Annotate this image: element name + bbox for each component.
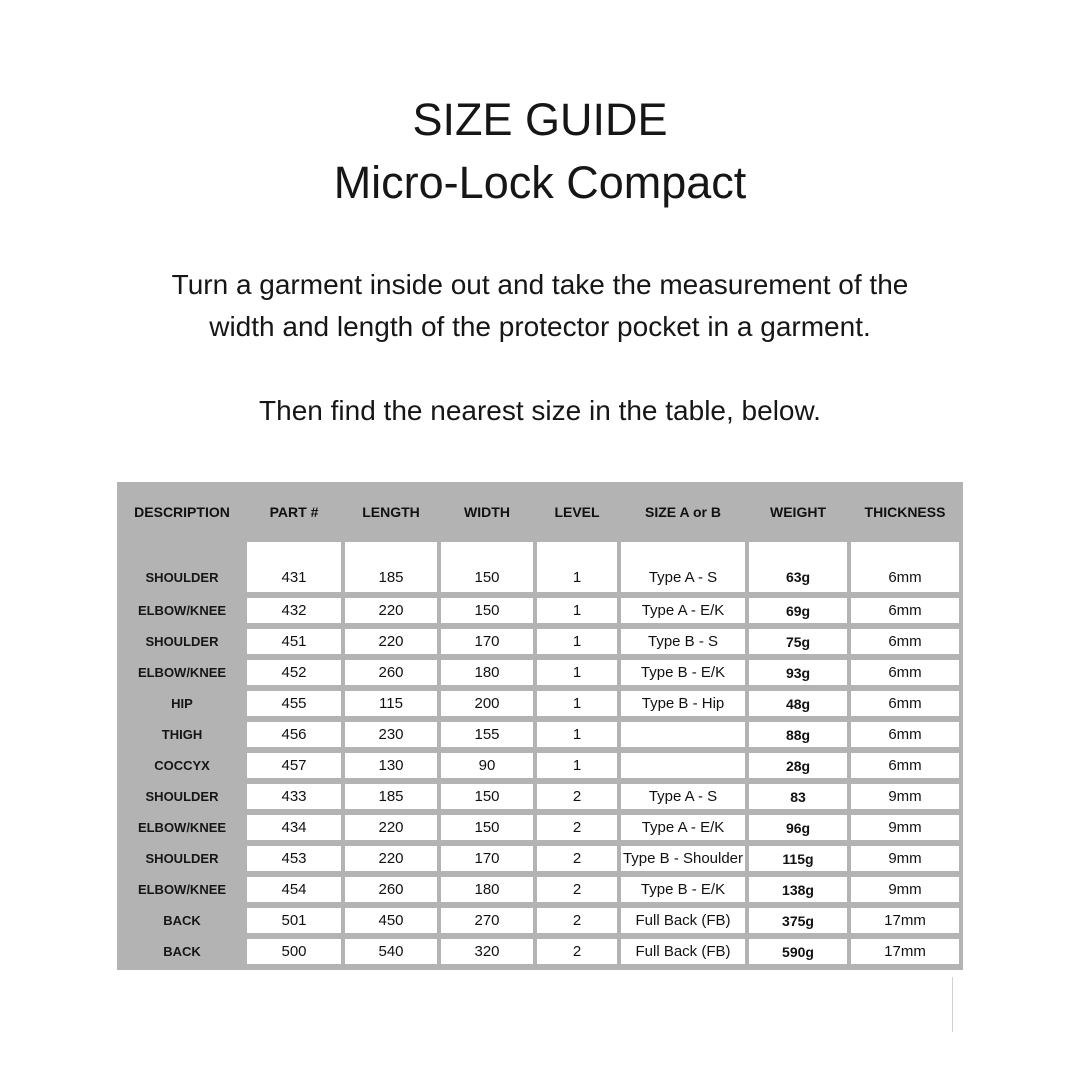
instruction-1-line1: Turn a garment inside out and take the measurement of the: [171, 269, 909, 300]
weight-cell: 28g: [749, 753, 847, 778]
size-cell: [621, 753, 745, 778]
width-cell: 170: [441, 629, 533, 654]
part-number-cell: 452: [247, 660, 341, 685]
part-number-cell: 457: [247, 753, 341, 778]
width-cell: 150: [441, 598, 533, 623]
page-title-line1: SIZE GUIDE: [412, 94, 668, 145]
size-cell: Type A - E/K: [621, 815, 745, 840]
part-number-cell: 432: [247, 598, 341, 623]
width-cell: 150: [441, 542, 533, 592]
level-cell: 1: [537, 598, 617, 623]
table-row: [121, 846, 959, 871]
part-number-cell: 501: [247, 908, 341, 933]
size-cell: Type B - E/K: [621, 660, 745, 685]
level-cell: 2: [537, 815, 617, 840]
level-cell: 1: [537, 660, 617, 685]
width-cell: 150: [441, 784, 533, 809]
thickness-cell: 6mm: [851, 629, 959, 654]
part-number-cell: 433: [247, 784, 341, 809]
column-header-level: LEVEL: [554, 504, 600, 520]
weight-cell: 96g: [749, 815, 847, 840]
part-number-cell: 456: [247, 722, 341, 747]
level-cell: 2: [537, 908, 617, 933]
column-header-thickness: THICKNESS: [864, 504, 946, 520]
thickness-cell: 17mm: [851, 908, 959, 933]
size-cell: Full Back (FB): [621, 939, 745, 964]
description-cell: SHOULDER: [145, 789, 219, 804]
level-cell: 2: [537, 877, 617, 902]
description-cell: THIGH: [161, 727, 203, 742]
size-table-body: [121, 542, 959, 964]
description-cell: BACK: [163, 944, 201, 959]
width-cell: 320: [441, 939, 533, 964]
instruction-2-line1: Then find the nearest size in the table, below.: [259, 395, 821, 426]
size-cell: [621, 722, 745, 747]
description-cell: ELBOW/KNEE: [137, 603, 227, 618]
instruction-1-line2: width and length of the protector pocket in a garment.: [209, 311, 871, 342]
thickness-cell: 9mm: [851, 877, 959, 902]
description-cell: SHOULDER: [145, 570, 219, 585]
length-cell: 220: [345, 629, 437, 654]
size-cell: Type B - Hip: [621, 691, 745, 716]
thickness-cell: 6mm: [851, 660, 959, 685]
thickness-cell: 6mm: [851, 753, 959, 778]
length-cell: 230: [345, 722, 437, 747]
description-cell: ELBOW/KNEE: [137, 820, 227, 835]
level-cell: 2: [537, 939, 617, 964]
description-cell: ELBOW/KNEE: [137, 882, 227, 897]
size-cell: Full Back (FB): [621, 908, 745, 933]
page-title-line2: Micro-Lock Compact: [333, 157, 747, 208]
table-row: [121, 660, 959, 685]
width-cell: 150: [441, 815, 533, 840]
instruction-paragraph-2: [0, 390, 1080, 432]
thickness-cell: 6mm: [851, 691, 959, 716]
length-cell: 260: [345, 877, 437, 902]
weight-cell: 115g: [749, 846, 847, 871]
instruction-paragraph-1: [0, 264, 1080, 348]
width-cell: 155: [441, 722, 533, 747]
length-cell: 115: [345, 691, 437, 716]
description-cell: ELBOW/KNEE: [137, 665, 227, 680]
length-cell: 260: [345, 660, 437, 685]
length-cell: 220: [345, 815, 437, 840]
column-header-size-a-or-b: SIZE A or B: [645, 504, 721, 520]
table-row: [121, 598, 959, 623]
table-row: [121, 753, 959, 778]
table-row: [121, 784, 959, 809]
description-cell: COCCYX: [154, 758, 210, 773]
weight-cell: 75g: [749, 629, 847, 654]
thickness-cell: 9mm: [851, 846, 959, 871]
level-cell: 1: [537, 629, 617, 654]
size-cell: Type B - S: [621, 629, 745, 654]
length-cell: 220: [345, 846, 437, 871]
thickness-cell: 17mm: [851, 939, 959, 964]
weight-cell: 83: [749, 784, 847, 809]
part-number-cell: 431: [247, 542, 341, 592]
level-cell: 1: [537, 722, 617, 747]
table-row: [121, 815, 959, 840]
column-header-weight: WEIGHT: [770, 504, 826, 520]
level-cell: 2: [537, 784, 617, 809]
weight-cell: 88g: [749, 722, 847, 747]
size-guide-table: [117, 482, 963, 970]
part-number-cell: 455: [247, 691, 341, 716]
level-cell: 1: [537, 542, 617, 592]
weight-cell: 48g: [749, 691, 847, 716]
size-cell: Type A - S: [621, 542, 745, 592]
page-edge-line: [952, 977, 953, 1032]
weight-cell: 93g: [749, 660, 847, 685]
column-header-description: DESCRIPTION: [134, 504, 230, 520]
size-cell: Type A - E/K: [621, 598, 745, 623]
width-cell: 270: [441, 908, 533, 933]
part-number-cell: 453: [247, 846, 341, 871]
part-number-cell: 500: [247, 939, 341, 964]
description-cell: SHOULDER: [145, 634, 219, 649]
size-cell: Type A - S: [621, 784, 745, 809]
size-cell: Type B - E/K: [621, 877, 745, 902]
weight-cell: 63g: [749, 542, 847, 592]
part-number-cell: 434: [247, 815, 341, 840]
thickness-cell: 6mm: [851, 598, 959, 623]
length-cell: 185: [345, 784, 437, 809]
table-row: [121, 877, 959, 902]
width-cell: 200: [441, 691, 533, 716]
table-row: [121, 542, 959, 592]
part-number-cell: 454: [247, 877, 341, 902]
table-row: [121, 691, 959, 716]
table-row: [121, 939, 959, 964]
column-header-width: WIDTH: [464, 504, 510, 520]
weight-cell: 375g: [749, 908, 847, 933]
weight-cell: 138g: [749, 877, 847, 902]
width-cell: 90: [441, 753, 533, 778]
level-cell: 2: [537, 846, 617, 871]
description-cell: HIP: [171, 696, 193, 711]
weight-cell: 69g: [749, 598, 847, 623]
page-title: [0, 88, 1080, 214]
length-cell: 185: [345, 542, 437, 592]
length-cell: 130: [345, 753, 437, 778]
weight-cell: 590g: [749, 939, 847, 964]
thickness-cell: 9mm: [851, 815, 959, 840]
width-cell: 180: [441, 660, 533, 685]
length-cell: 540: [345, 939, 437, 964]
length-cell: 450: [345, 908, 437, 933]
width-cell: 180: [441, 877, 533, 902]
table-row: [121, 629, 959, 654]
part-number-cell: 451: [247, 629, 341, 654]
length-cell: 220: [345, 598, 437, 623]
table-header-row: [121, 488, 959, 536]
width-cell: 170: [441, 846, 533, 871]
table-row: [121, 908, 959, 933]
description-cell: BACK: [163, 913, 201, 928]
column-header-length: LENGTH: [362, 504, 420, 520]
column-header-part-number: PART #: [269, 504, 319, 520]
thickness-cell: 6mm: [851, 542, 959, 592]
size-cell: Type B - Shoulder: [621, 846, 745, 871]
thickness-cell: 9mm: [851, 784, 959, 809]
thickness-cell: 6mm: [851, 722, 959, 747]
level-cell: 1: [537, 753, 617, 778]
level-cell: 1: [537, 691, 617, 716]
table-row: [121, 722, 959, 747]
description-cell: SHOULDER: [145, 851, 219, 866]
